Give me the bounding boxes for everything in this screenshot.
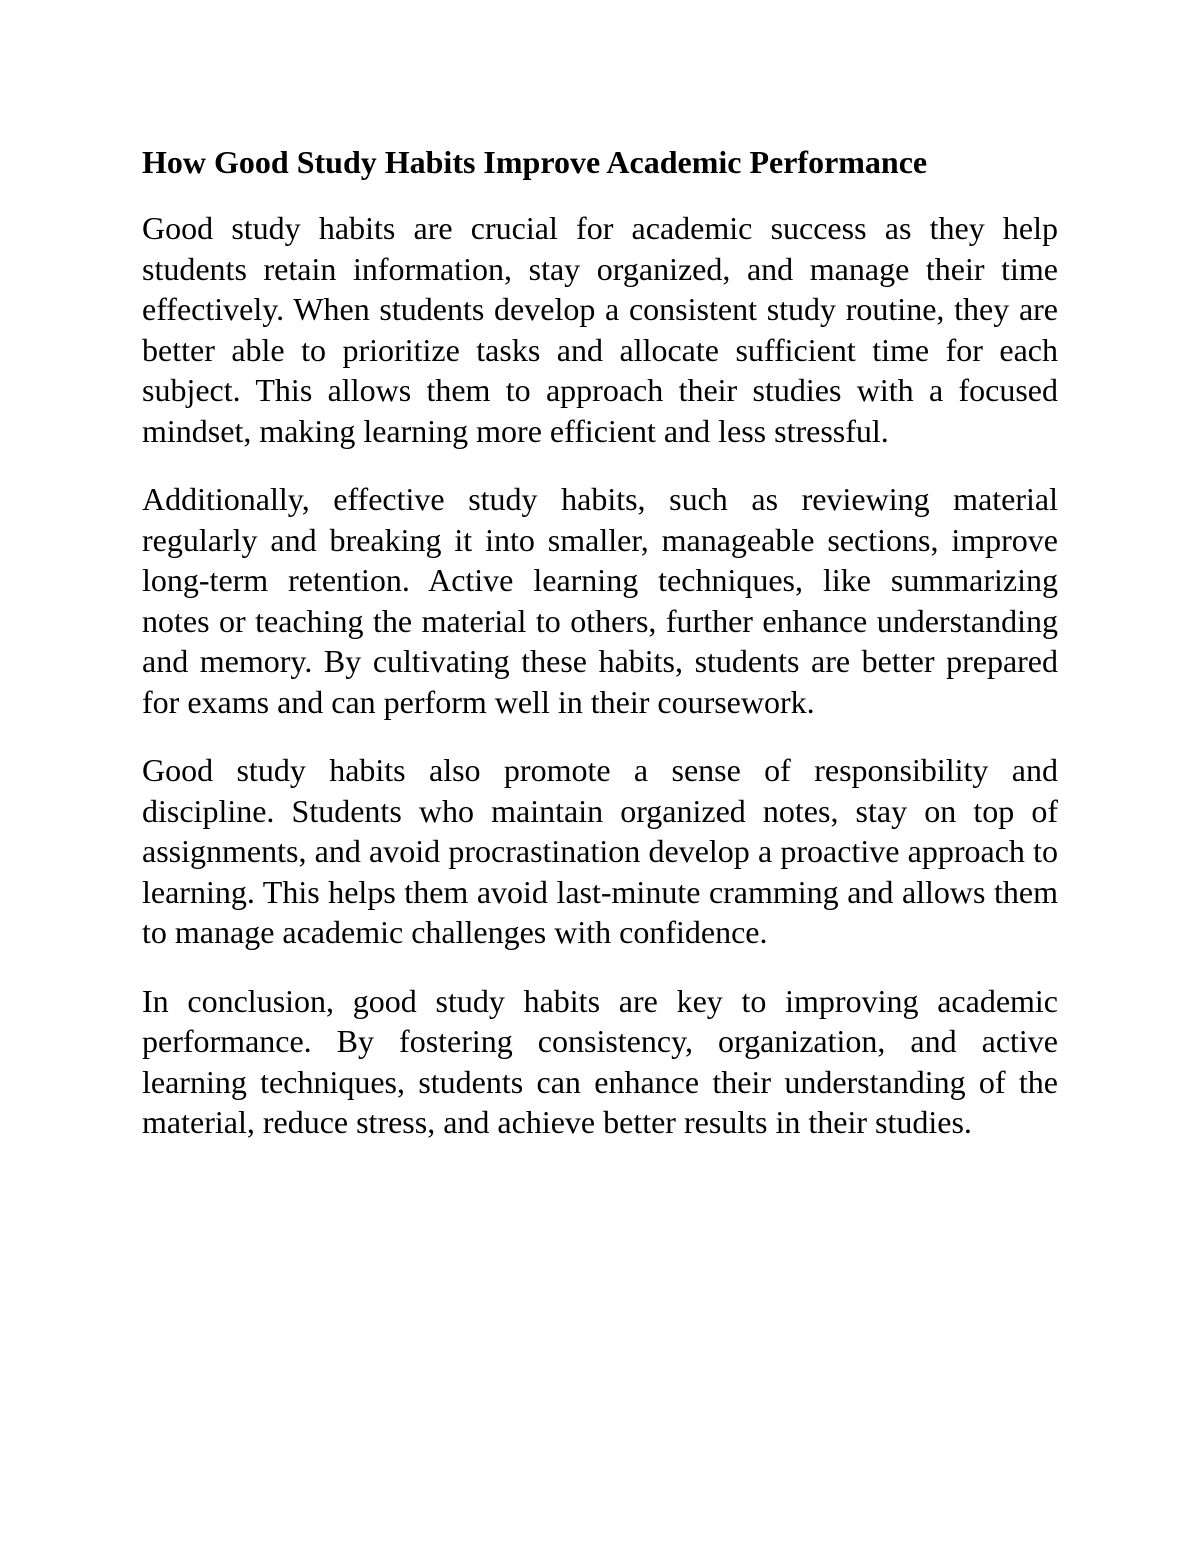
paragraph-responsibility: Good study habits also promote a sense of responsibility and discipline. Students who maintain organized notes, stay on top of assignments, and avoid procrastination develop a proactive approach to learning. This helps them avoid last-minute cramming and allows them to manage academic challenges with confidence. [142,752,1058,950]
paragraph-intro: Good study habits are crucial for academic success as they help students retain information, stay organized, and manage their time effectively. When students develop a consistent study routine, they are better able to prioritize tasks and allocate sufficient time for each subject. This allows them to approach their studies with a focused mindset, making learning more efficient and less stressful. [142,210,1058,449]
document-title: How Good Study Habits Improve Academic Performance [142,144,928,180]
paragraph-additionally: Additionally, effective study habits, such as reviewing material regularly and breaking it into smaller, manageable sections, improve long-term retention. Active learning techniques, like summarizing notes or teaching the material to others, further enhance understanding and memory. By cultivating these habits, students are better prepared for exams and can perform well in their coursework. [142,481,1058,720]
document-body [142,140,1058,1171]
paragraph-conclusion: In conclusion, good study habits are key to improving academic performance. By fostering consistency, organization, and active learning techniques, students can enhance their understanding of the material, reduce stress, and achieve better results in their studies. [142,982,1058,1140]
